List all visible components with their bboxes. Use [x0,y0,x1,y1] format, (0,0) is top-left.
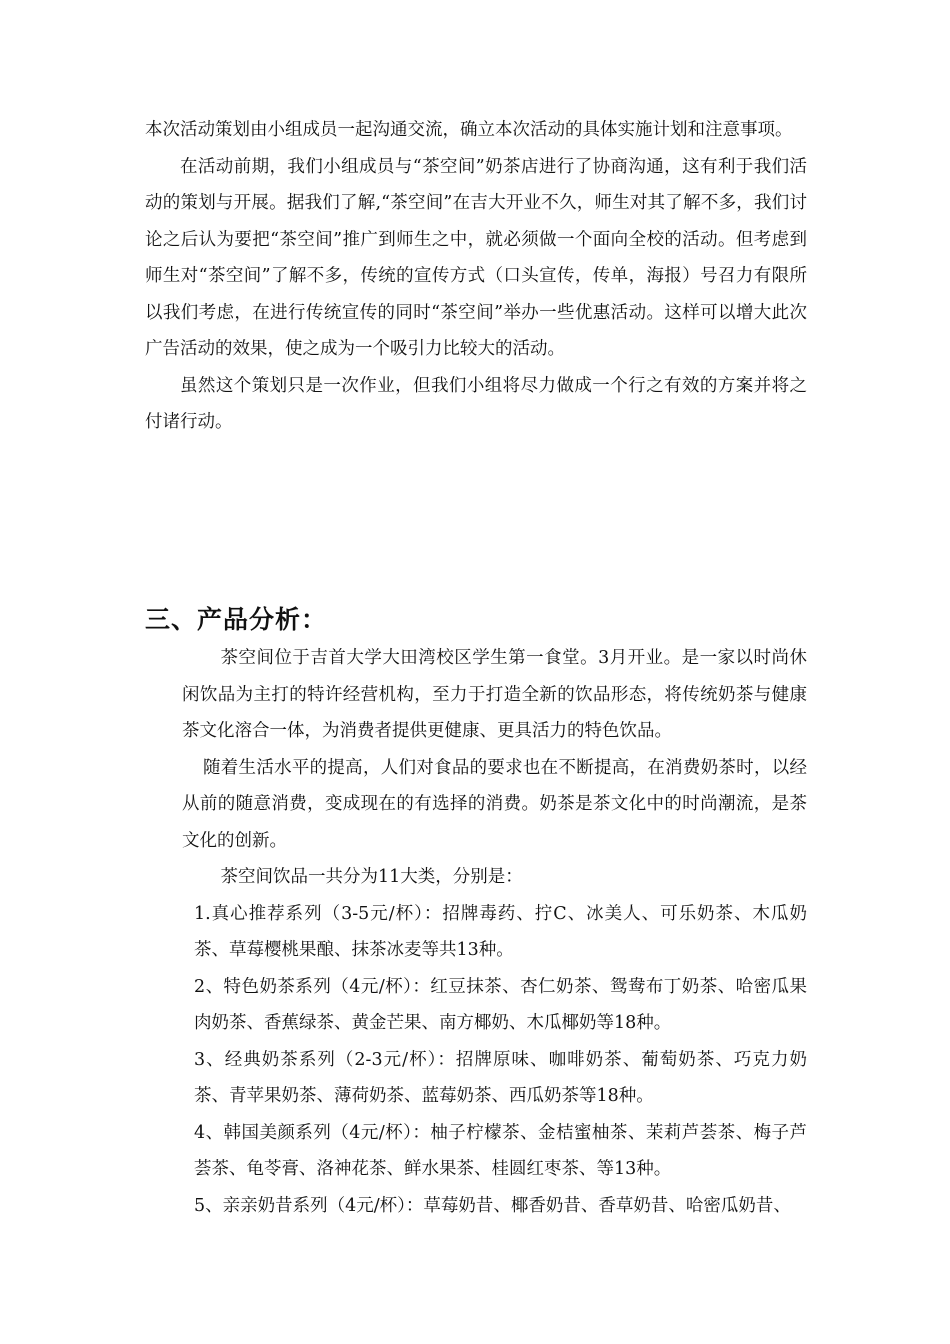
product-list-item-3: 3、经典奶茶系列（2-3元/杯）：招牌原味、咖啡奶茶、葡萄奶茶、巧克力奶茶、青苹果奶茶、薄荷奶茶、蓝莓奶茶、西瓜奶茶等18种。 [194,1049,807,1106]
section-heading-product-analysis: 三、产品分析： [145,605,328,634]
intro-paragraph-1: 本次活动策划由小组成员一起沟通交流，确立本次活动的具体实施计划和注意事项。 [145,120,793,140]
product-list-item-1: 1.真心推荐系列（3-5元/杯）：招牌毒药、拧C、冰美人、可乐奶茶、木瓜奶茶、草莓樱桃果酿、抹茶冰麦等共13种。 [194,903,807,960]
product-paragraph-2: 随着生活水平的提高，人们对食品的要求也在不断提高，在消费奶茶时，以经从前的随意消费，变成现在的有选择的消费。奶茶是茶文化中的时尚潮流，是茶文化的创新。 [182,757,807,851]
product-list-item-5: 5、亲亲奶昔系列（4元/杯）：草莓奶昔、椰香奶昔、香草奶昔、哈密瓜奶昔、 [194,1195,791,1216]
product-list-item-2: 2、特色奶茶系列（4元/杯）：红豆抹茶、杏仁奶茶、鸳鸯布丁奶茶、哈密瓜果肉奶茶、香蕉绿茶、黄金芒果、南方椰奶、木瓜椰奶等18种。 [194,976,807,1033]
product-analysis-section [182,640,807,1224]
product-paragraph-1: 茶空间位于吉首大学大田湾校区学生第一食堂。3月开业。是一家以时尚休闲饮品为主打的特许经营机构，至力于打造全新的饮品形态，将传统奶茶与健康茶文化溶合一体，为消费者提供更健康、更具活力的特色饮品。 [182,648,807,741]
intro-section [145,112,807,441]
intro-paragraph-2: 在活动前期，我们小组成员与“茶空间”奶茶店进行了协商沟通，这有利于我们活动的策划与开展。据我们了解,“茶空间”在吉大开业不久，师生对其了解不多，我们讨论之后认为要把“茶空间”推广到师生之中，就必须做一个面向全校的活动。但考虑到师生对“茶空间”了解不多，传统的宣传方式（口头宣传，传单，海报）号召力有限所以我们考虑，在进行传统宣传的同时“茶空间”举办一些优惠活动。这样可以增大此次广告活动的效果，使之成为一个吸引力比较大的活动。 [145,156,807,359]
product-list-item-4: 4、韩国美颜系列（4元/杯）：柚子柠檬茶、金桔蜜柚茶、茉莉芦荟茶、梅子芦荟茶、龟苓膏、洛神花茶、鲜水果茶、桂圆红枣茶、等13种。 [194,1122,807,1179]
intro-paragraph-3: 虽然这个策划只是一次作业，但我们小组将尽力做成一个行之有效的方案并将之付诸行动。 [145,375,807,432]
product-paragraph-3: 茶空间饮品一共分为11大类，分别是： [220,867,523,887]
